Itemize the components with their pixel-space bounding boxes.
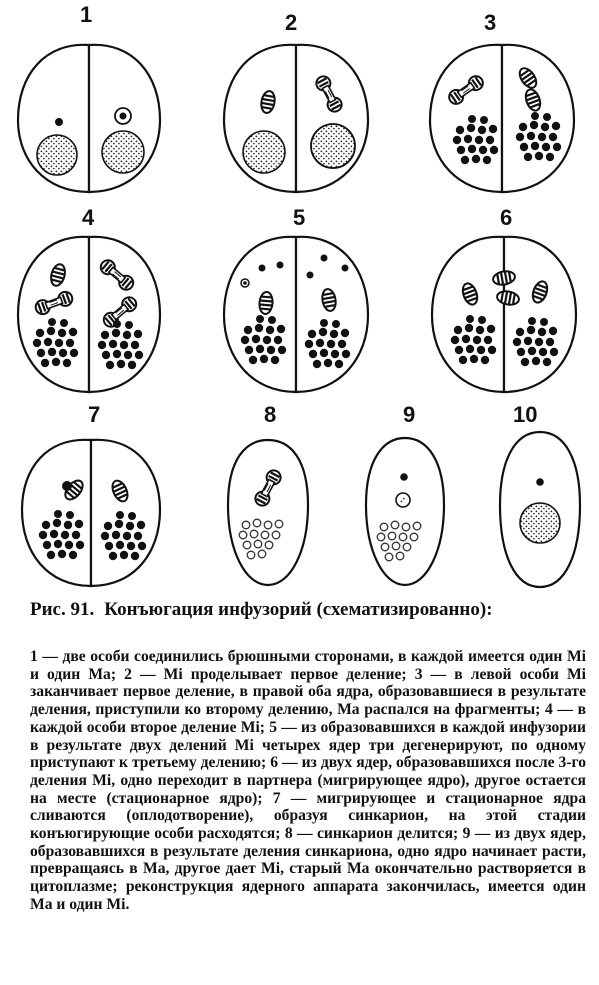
panel-number-7: 7 (88, 402, 101, 427)
panel-1-cells (18, 45, 160, 192)
panel-6-cells (432, 237, 576, 392)
panel-number-2: 2 (285, 10, 298, 35)
panel-number-4: 4 (82, 205, 95, 230)
panel-number-5: 5 (293, 205, 306, 230)
figure-label: Рис. 91. (30, 599, 95, 620)
panel-8-cell (228, 440, 308, 585)
panel-9-cell (366, 438, 444, 585)
panel-number-9: 9 (403, 402, 416, 427)
panel-number-6: 6 (500, 205, 513, 230)
figure-caption-text: 1 — две особи соединились брюшными сторонами, в каждой имеется один Mi и один Ma; 2 — Mi проделывает первое деление; 3 — в левой особи Mi заканчивает первое деление, в правой оба ядра, образовавшиеся в результате деления, приступили ко второму делению, Ma распался на фрагменты; 4 — в каждой особи второе деление Mi; 5 — из образовавшихся в каждой инфузории в результате двух делений Mi четырех ядер три дегенерируют, по одному приступают к третьему делению; 6 — из двух ядер, образовавшихся после 3-го деления Mi, одно переходит в партнера (мигрирующее ядро), другое остается на месте (стационарное ядро); 7 — мигрирующее и стационарное ядра сливаются (оплодотворение), образуя синкарион, на этой стадии конъюгирующие особи расходятся; 8 — синкарион делится; 9 — из двух ядер, образовавшихся в результате деления синкариона, одно ядро начинает расти, превращаясь в Ma, другое дает Mi, старый Ma окончательно растворяется в цитоплазме; реконструкция ядерного аппарата закончилась, имеется один Ma и один Mi. (30, 648, 586, 913)
panel-number-8: 8 (264, 402, 277, 427)
panel-4-cells (18, 237, 160, 392)
panel-number-10: 10 (513, 402, 538, 427)
figure-caption-title (30, 598, 590, 622)
panel-2-cells (224, 45, 368, 192)
panel-number-1: 1 (80, 2, 93, 27)
figure-title: Конъюгация инфузорий (схематизированно): (104, 599, 493, 620)
panel-3-cells (430, 45, 574, 192)
panel-number-3: 3 (484, 10, 497, 35)
panel-10-cell (500, 432, 580, 587)
panel-5-cells (224, 237, 368, 392)
panel-7-cells (22, 440, 160, 586)
